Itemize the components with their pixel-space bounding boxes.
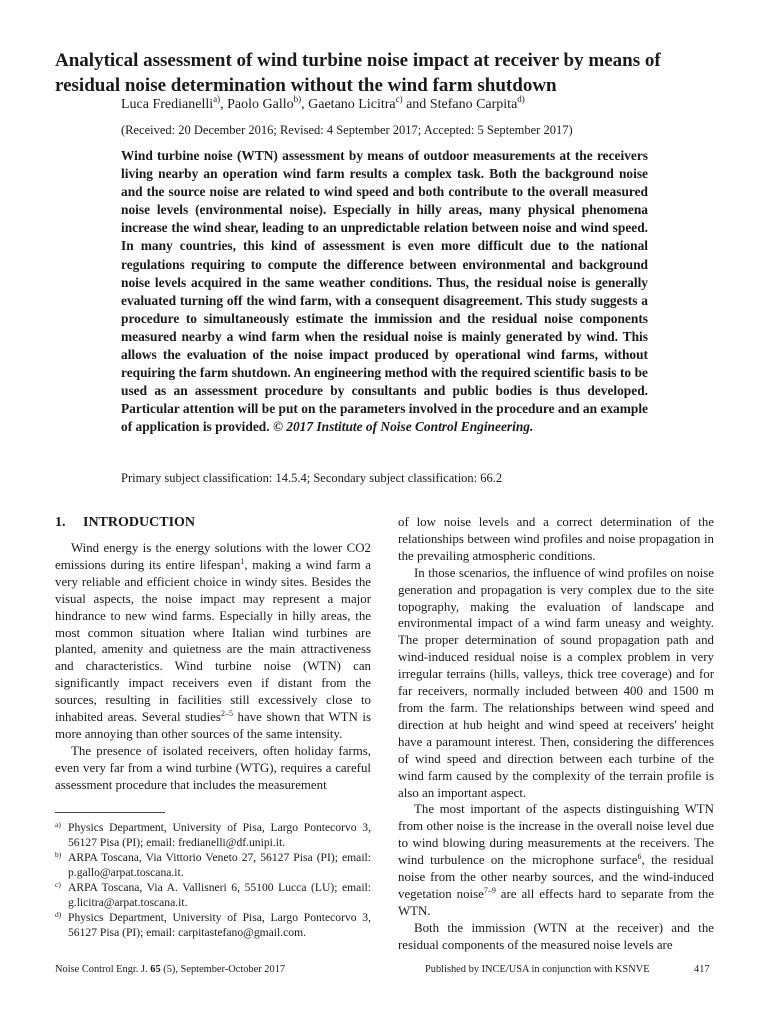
journal-name: Noise Control Engr. J. [55,964,151,975]
footnote [55,910,371,940]
body-paragraph: In those scenarios, the influence of wind profiles on noise generation and propagation is very complex due to the site topography, making the evaluation of landscape and environmental impact of a wind farm uneasy and weighty. The proper determination of sound propagation path and wind-induced residual noise is a complex problem in very irregular terrains (hills, valleys, thick tree coverage) and for far receivers, normally included between 400 and 1500 m from the farm. The relationships between wind speed and direction at hub height and wind speed at receivers' height have a paramount interest. Then, considering the differences of wind speed and direction between each turbine of the wind farm caused by the complexity of the terrain profile is also an important aspect. [398,565,714,800]
publisher-note: Published by INCE/USA in conjunction with KSNVE [425,964,650,975]
subject-classification: Primary subject classification: 14.5.4; Secondary subject classification: 66.2 [121,471,503,485]
section-number: 1. [55,515,66,530]
paragraph-text: have shown that WTN is more annoying than other sources of the same intensity. [55,710,371,741]
journal-citation [55,963,285,977]
footnote-divider [55,812,165,813]
citation-ref[interactable]: 7–9 [483,885,496,895]
abstract [121,147,648,437]
abstract-text: Wind turbine noise (WTN) assessment by means of outdoor measurements at the receivers living nearby an operation wind farm results a complex task. Both the background noise and the source noise are related to wind speed and both contribute to the overall measured noise levels (environmental noise). Especially in hilly areas, many physical phenomena increase the wind shear, leading to an unpredictable relation between noise and wind speed. In many countries, this kind of assessment is even more difficult due to the national regulations requiring to compute the difference between environmental and background noise levels acquired in the same weather conditions. Thus, the residual noise is generally evaluated turning off the wind farm, with a consequent disagreement. This study suggests a procedure to simultaneously estimate the immission and the residual noise components measured nearby a wind farm when the residual noise is mainly generated by wind. This allows the evaluation of the noise impact produced by operational wind farms, without requiring the farm shutdown. An engineering method with the required scientific basis to be used as an assessment procedure by consultants and public bodies is thus developed. Particular attention will be put on the parameters involved in the procedure and an example of application is provided. [121,148,648,435]
citation-ref[interactable]: 2–5 [220,709,233,719]
affiliation-mark: a) [213,94,221,104]
author-name: Paolo Gallo [227,97,294,112]
footnote-mark: a) [55,820,61,829]
footnote-text: Physics Department, University of Pisa, Largo Pontecorvo 3, 56127 Pisa (PI); email: fredianelli@df.unipi.it. [68,821,371,849]
body-paragraph: of low noise levels and a correct determination of the relationships between wind profiles and noise propagation in the prevailing atmospheric conditions. [398,515,714,563]
body-paragraph: The presence of isolated receivers, often holiday farms, even very far from a wind turbine (WTG), requires a careful assessment procedure that includes the measurement [55,743,371,792]
page-number: 417 [694,964,710,975]
author-name: Gaetano Licitra [308,97,396,112]
footnote-text: Physics Department, University of Pisa, Largo Pontecorvo 3, 56127 Pisa (PI); email: carpitastefano@gmail.com. [68,911,371,939]
footnotes [55,820,371,940]
body-paragraph [55,540,371,743]
citation-ref[interactable]: 1 [240,556,245,566]
author-separator: , [220,97,228,112]
journal-issue: (5), September-October 2017 [160,964,286,975]
footnote-mark: b) [55,850,62,859]
received-dates: (Received: 20 December 2016; Revised: 4 September 2017; Accepted: 5 September 2017) [121,123,573,137]
paragraph-text: are all effects hard to separate from the WTN. [398,886,714,918]
author-list [121,96,721,114]
paragraph-text: , the residual noise from the other nearby sources, and the wind-induced vegetation noise [398,853,714,901]
journal-volume: 65 [150,964,161,975]
body-paragraph [398,801,714,919]
author-name: Luca Fredianelli [121,97,214,112]
footnote [55,880,371,910]
abstract-copyright: © 2017 Institute of Noise Control Engineering. [272,419,534,435]
right-column [398,514,714,954]
footnote [55,850,371,880]
footnote-text: ARPA Toscana, Via A. Vallisneri 6, 55100 Lucca (LU); email: g.licitra@arpat.toscana.it. [68,881,371,909]
author-name: Stefano Carpita [429,97,518,112]
paragraph-text: , making a wind farm a very reliable and efficient choice in windy sites. Besides the visual aspects, the noise impact may represent a major hindrance to new wind farms. Especially in hilly areas, the most common situation where Italian wind turbines are planted, amenity and quietness are the main attractiveness and characteristics. Wind turbine noise (WTN) can significantly impact receivers even if distant from the sources, resulting in facilities still excessively close to inhabited areas. Several studies [55,557,371,725]
paragraph-text: The most important of the aspects distinguishing WTN from other noise is the increase in the overall noise level due to wind blowing during measurements at the receivers. The wind turbulence on the microphone surface [398,802,714,868]
left-column [55,540,371,794]
footnote [55,820,371,850]
citation-ref[interactable]: 6 [637,852,642,862]
footnote-mark: d) [55,910,62,919]
footnote-text: ARPA Toscana, Via Vittorio Veneto 27, 56127 Pisa (PI); email: p.gallo@arpat.toscana.it. [68,851,371,879]
affiliation-mark: d) [517,94,525,104]
affiliation-mark: b) [293,94,302,104]
affiliation-mark: c) [395,94,403,104]
paragraph-text: Wind energy is the energy solutions with the lower CO2 emissions during its entire lifespan [55,541,371,572]
body-paragraph: Both the immission (WTN at the receiver) and the residual components of the measured noise levels are [398,920,714,952]
author-separator: and [402,97,430,112]
section-heading [55,514,195,532]
footnote-mark: c) [55,880,61,889]
author-separator: , [301,97,309,112]
paper-title: Analytical assessment of wind turbine noise impact at receiver by means of residual noise determination without the wind farm shutdown [55,50,661,96]
section-title: INTRODUCTION [83,515,196,530]
